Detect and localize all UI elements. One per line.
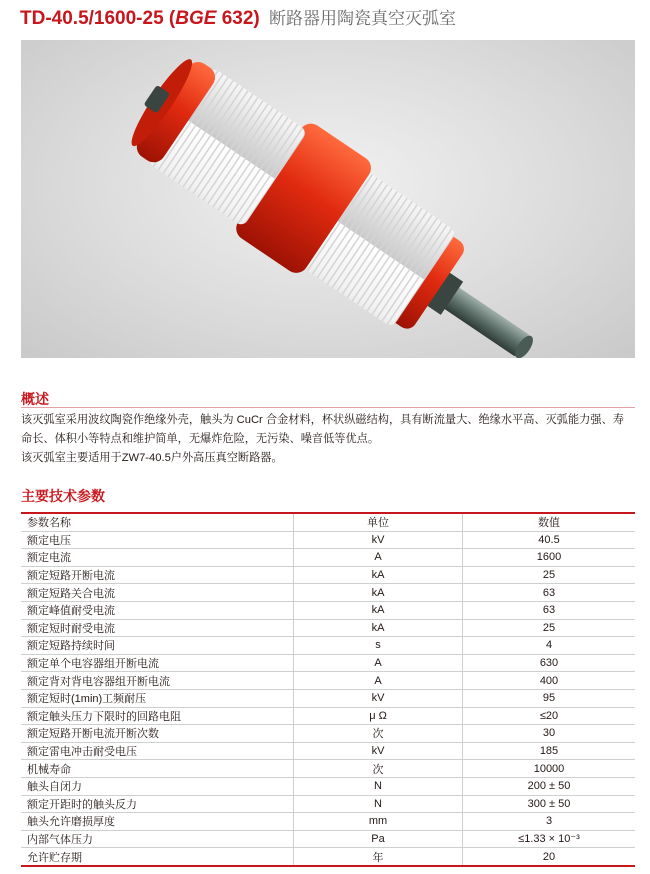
param-value: 95: [463, 689, 636, 707]
brand-logo-text: BGE: [175, 8, 217, 29]
param-value: 4: [463, 637, 636, 655]
param-unit: 次: [294, 725, 463, 743]
param-unit: μ Ω: [294, 707, 463, 725]
overview-heading: 概述: [21, 391, 49, 407]
table-header-row: [21, 513, 635, 531]
param-value: ≤1.33 × 10⁻³: [463, 830, 636, 848]
spec-table: [21, 512, 635, 867]
param-name: 额定电压: [21, 531, 294, 549]
param-unit: s: [294, 637, 463, 655]
overview-paragraph: 该灭弧室采用波纹陶瓷作绝缘外壳，触头为 CuCr 合金材料，杯状纵磁结构，具有断流量大、绝缘水平高、灭弧能力强、寿命长、体积小等特点和维护简单，无爆炸危险，无污染、噪音低等优点。: [21, 414, 624, 445]
param-value: 20: [463, 848, 636, 866]
table-row: [21, 566, 635, 584]
param-unit: A: [294, 654, 463, 672]
param-value: 630: [463, 654, 636, 672]
product-name: 断路器用陶瓷真空灭弧室: [269, 9, 457, 28]
param-value: 25: [463, 619, 636, 637]
param-name: 额定雷电冲击耐受电压: [21, 742, 294, 760]
vacuum-interrupter-image: [21, 40, 635, 358]
param-name: 额定单个电容器组开断电流: [21, 654, 294, 672]
table-row: [21, 795, 635, 813]
param-value: 3: [463, 813, 636, 831]
table-row: [21, 707, 635, 725]
table-row: [21, 760, 635, 778]
param-value: 1600: [463, 549, 636, 567]
param-unit: kA: [294, 619, 463, 637]
table-row: [21, 848, 635, 866]
product-photo: [21, 40, 635, 358]
param-name: 允许贮存期: [21, 848, 294, 866]
param-unit: N: [294, 777, 463, 795]
param-name: 额定电流: [21, 549, 294, 567]
table-row: [21, 672, 635, 690]
table-row: [21, 777, 635, 795]
table-row: [21, 549, 635, 567]
param-value: 40.5: [463, 531, 636, 549]
param-unit: kA: [294, 601, 463, 619]
column-header: 参数名称: [21, 513, 294, 531]
param-unit: mm: [294, 813, 463, 831]
param-name: 额定短时耐受电流: [21, 619, 294, 637]
param-value: 200 ± 50: [463, 777, 636, 795]
param-unit: kV: [294, 742, 463, 760]
table-row: [21, 601, 635, 619]
table-row: [21, 531, 635, 549]
param-name: 额定触头压力下限时的回路电阻: [21, 707, 294, 725]
param-unit: kA: [294, 566, 463, 584]
param-unit: 次: [294, 760, 463, 778]
param-name: 额定背对背电容器组开断电流: [21, 672, 294, 690]
param-name: 额定短路开断电流开断次数: [21, 725, 294, 743]
param-name: 额定开距时的触头反力: [21, 795, 294, 813]
param-name: 机械寿命: [21, 760, 294, 778]
param-unit: A: [294, 549, 463, 567]
table-row: [21, 689, 635, 707]
param-value: ≤20: [463, 707, 636, 725]
param-name: 额定短时(1min)工频耐压: [21, 689, 294, 707]
table-row: [21, 725, 635, 743]
param-unit: Pa: [294, 830, 463, 848]
overview-rule: [21, 407, 635, 408]
table-row: [21, 584, 635, 602]
table-row: [21, 637, 635, 655]
table-row: [21, 742, 635, 760]
param-value: 30: [463, 725, 636, 743]
overview-text: [21, 411, 635, 468]
table-row: [21, 619, 635, 637]
param-name: 触头自闭力: [21, 777, 294, 795]
param-name: 触头允许磨损厚度: [21, 813, 294, 831]
param-value: 63: [463, 584, 636, 602]
param-value: 185: [463, 742, 636, 760]
param-value: 10000: [463, 760, 636, 778]
param-value: 400: [463, 672, 636, 690]
param-value: 300 ± 50: [463, 795, 636, 813]
column-header: 单位: [294, 513, 463, 531]
model-code: 632): [216, 8, 260, 29]
param-unit: kV: [294, 531, 463, 549]
table-row: [21, 654, 635, 672]
param-name: 额定短路开断电流: [21, 566, 294, 584]
param-value: 25: [463, 566, 636, 584]
page-title: [20, 7, 456, 31]
param-name: 内部气体压力: [21, 830, 294, 848]
model-number: TD-40.5/1600-25 (: [20, 8, 176, 29]
table-row: [21, 830, 635, 848]
param-unit: A: [294, 672, 463, 690]
table-row: [21, 813, 635, 831]
param-value: 63: [463, 601, 636, 619]
param-name: 额定短路持续时间: [21, 637, 294, 655]
param-unit: kV: [294, 689, 463, 707]
overview-paragraph: 该灭弧室主要适用于ZW7-40.5户外高压真空断路器。: [21, 452, 283, 464]
param-unit: N: [294, 795, 463, 813]
column-header: 数值: [463, 513, 636, 531]
param-name: 额定峰值耐受电流: [21, 601, 294, 619]
param-name: 额定短路关合电流: [21, 584, 294, 602]
specs-heading: 主要技术参数: [21, 488, 105, 504]
param-unit: 年: [294, 848, 463, 866]
param-unit: kA: [294, 584, 463, 602]
